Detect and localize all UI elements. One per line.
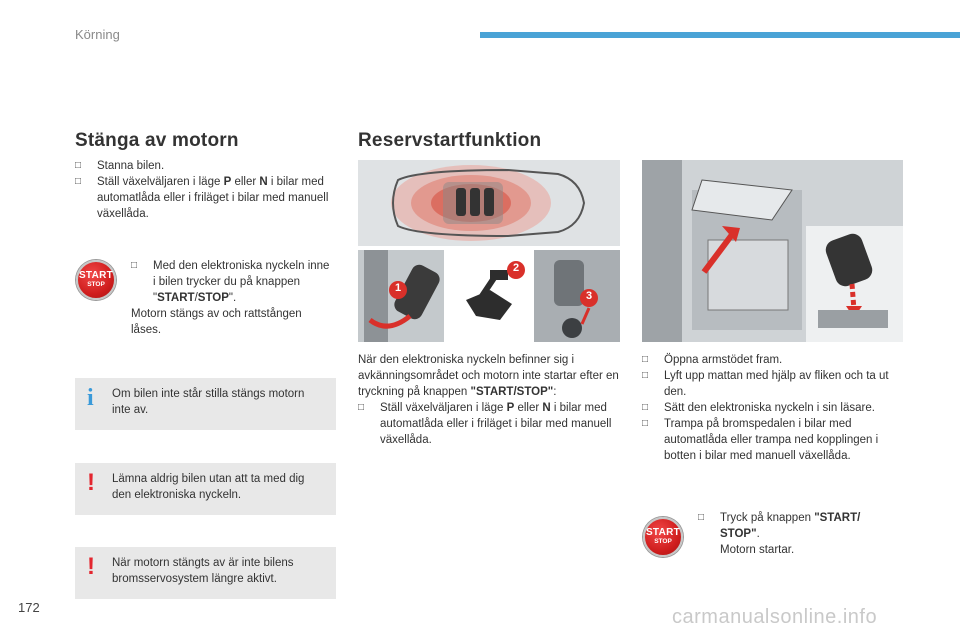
key-result: Motorn stängs av och rattstången låses. <box>131 308 302 336</box>
list-item <box>75 174 335 222</box>
figure-label-3: 3 <box>585 290 593 302</box>
figure-armrest-key-reader <box>642 160 903 342</box>
checkbox-bullet-icon: □ <box>642 402 649 413</box>
right-steps <box>642 352 902 464</box>
start-label: START <box>78 270 114 281</box>
watermark: carmanualsonline.info <box>672 606 878 628</box>
notice-warning-key <box>75 463 336 515</box>
left-steps <box>75 158 335 222</box>
list-item <box>698 510 888 542</box>
info-icon: i <box>87 385 94 411</box>
list-item <box>642 352 902 368</box>
list-item <box>75 158 335 174</box>
step-text: Med den elektroniska nyckeln inne i bilen trycker du på knappen "START/STOP". <box>153 260 330 304</box>
page-number: 172 <box>18 600 40 615</box>
notice-text: Om bilen inte står stilla stängs motorn inte av. <box>112 388 305 416</box>
step-text: Stanna bilen. <box>97 160 165 172</box>
right-title: Reservstartfunktion <box>358 130 542 151</box>
step-text: Ställ växelväljaren i läge P eller N i bilar med automatlåda eller i friläget i bilar med manuell växellåda. <box>380 402 612 446</box>
step-text: Öppna armstödet fram. <box>664 354 783 366</box>
figure-brake-step-2 <box>446 250 532 342</box>
notice-text: När motorn stängts av är inte bilens bromsservosystem längre aktivt. <box>112 557 294 585</box>
notice-info <box>75 378 336 430</box>
step-text: Trampa på bromspedalen i bilar med automatlåda eller trampa ned kopplingen i botten i bilar med manuell växellåda. <box>664 418 879 462</box>
left-title: Stänga av motorn <box>75 130 239 151</box>
checkbox-bullet-icon: □ <box>642 354 649 365</box>
list-item <box>642 368 902 400</box>
list-item <box>358 400 622 448</box>
stop-label: STOP <box>87 281 105 288</box>
key-result: Motorn startar. <box>720 544 795 556</box>
notice-text: Lämna aldrig bilen utan att ta med dig den elektroniska nyckeln. <box>112 473 305 501</box>
list-item <box>131 258 331 306</box>
start-label: START <box>645 527 681 538</box>
step-text: Tryck på knappen "START/ STOP". <box>720 512 861 540</box>
checkbox-bullet-icon: □ <box>75 176 82 187</box>
figure-button-step-3 <box>534 250 620 342</box>
intro-text: När den elektroniska nyckeln befinner sig i avkänningsområdet och motorn inte startar efter en tryckning på knappen "START/STOP": <box>358 354 619 398</box>
step-text: Lyft upp mattan med hjälp av fliken och ta ut den. <box>664 370 889 398</box>
checkbox-bullet-icon: □ <box>642 370 649 381</box>
step-text: Sätt den elektroniska nyckeln i sin läsare. <box>664 402 875 414</box>
checkbox-bullet-icon: □ <box>642 418 649 429</box>
right-intro <box>358 352 622 448</box>
header-section-label: Körning <box>75 27 120 42</box>
header-accent-bar <box>480 32 960 38</box>
notice-warning-brake <box>75 547 336 599</box>
list-item <box>642 400 902 416</box>
checkbox-bullet-icon: □ <box>75 160 82 171</box>
step-text: Ställ växelväljaren i läge P eller N i bilar med automatlåda eller i friläget i bilar med manuell växellåda. <box>97 176 329 220</box>
figure-label-2: 2 <box>512 262 520 274</box>
figure-label-1: 1 <box>394 282 402 294</box>
right-key-step <box>698 510 888 558</box>
checkbox-bullet-icon: □ <box>698 512 705 523</box>
warning-icon: ! <box>87 553 95 580</box>
figure-car-detection-zone <box>358 160 620 246</box>
stop-label: STOP <box>654 538 672 545</box>
figure-key-step-1 <box>358 250 444 342</box>
list-item <box>642 416 902 464</box>
warning-icon: ! <box>87 469 95 496</box>
start-stop-button-icon <box>76 260 116 300</box>
checkbox-bullet-icon: □ <box>358 402 365 413</box>
start-stop-button-icon <box>643 517 683 557</box>
checkbox-bullet-icon: □ <box>131 260 138 271</box>
left-key-step <box>131 258 331 338</box>
